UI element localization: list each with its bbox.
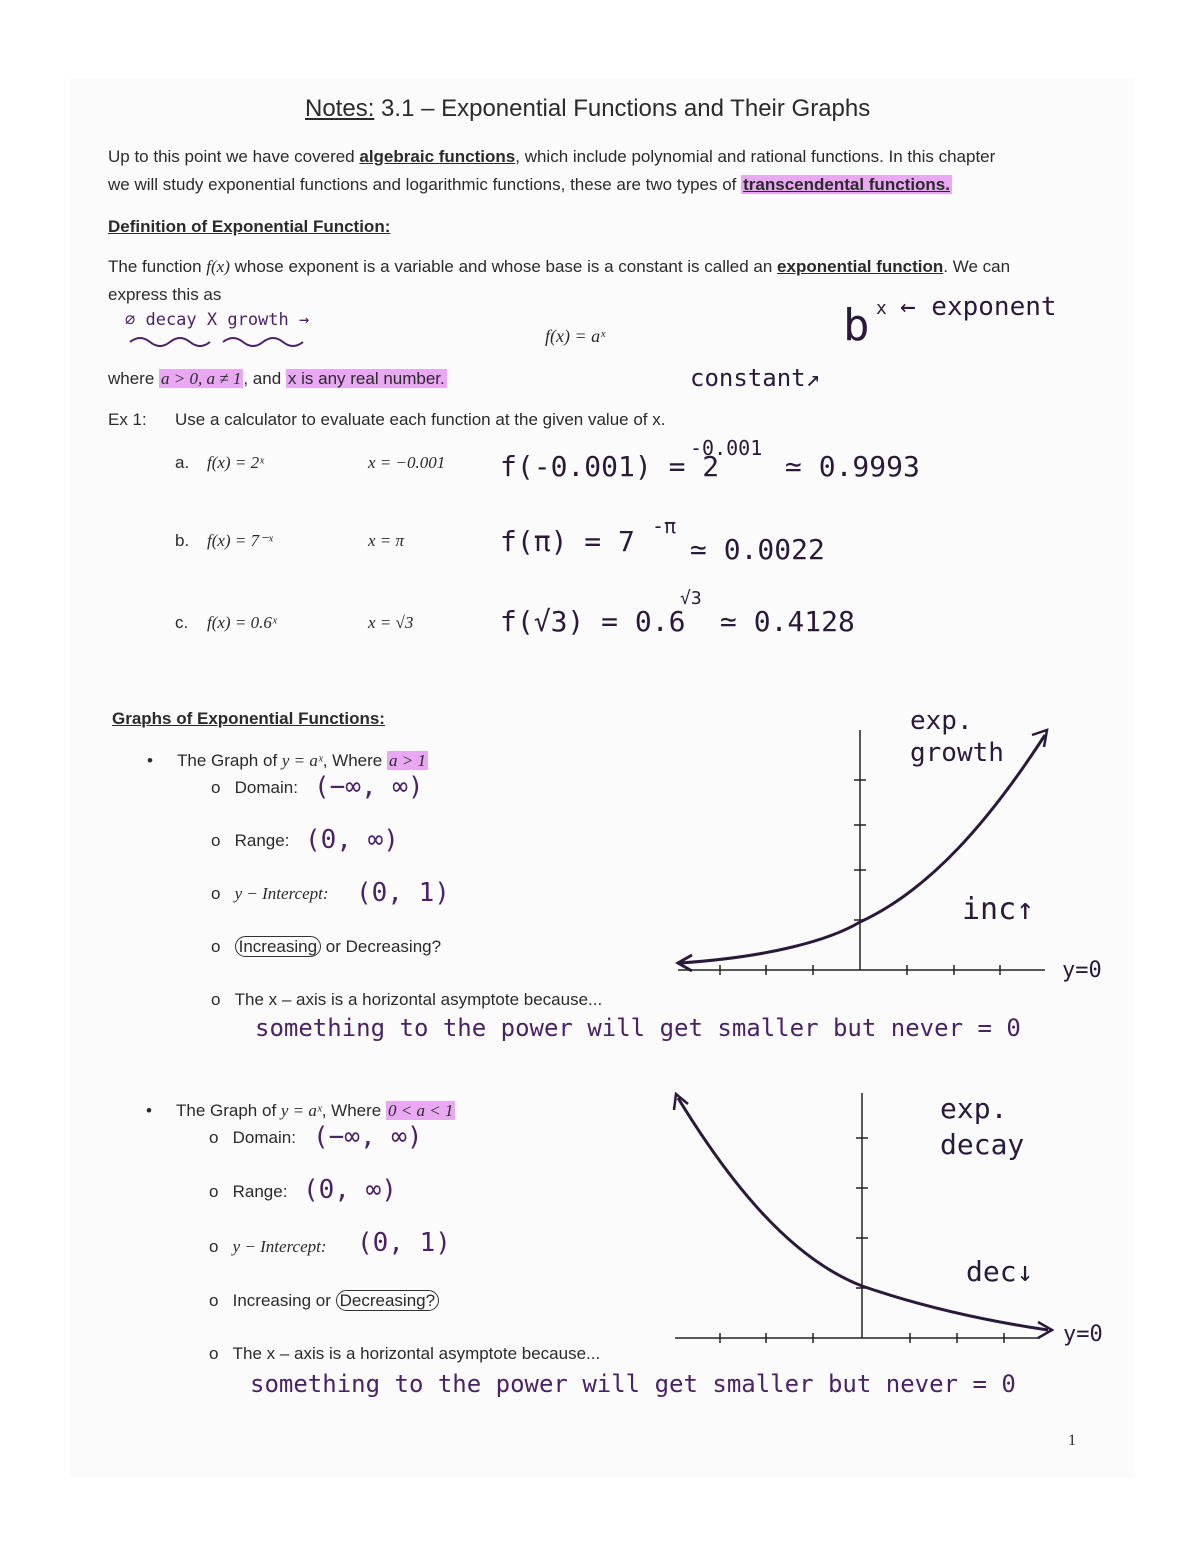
s1-graph-label-inc: inc↑: [962, 892, 1035, 927]
s2-incdec: o Increasing or Decreasing?: [209, 1290, 439, 1312]
exponential-function-term: exponential function: [777, 257, 944, 276]
item-function: f(x) = 0.6ˣ: [207, 613, 277, 632]
intro-line-2: [108, 174, 952, 196]
def-fx: f(x): [206, 257, 230, 276]
asym-text: The x – axis is a horizontal asymptote because...: [232, 1344, 601, 1363]
s2-range-answer: (0, ∞): [303, 1175, 397, 1205]
page-number: 1: [1068, 1432, 1076, 1449]
intro-text: we will study exponential functions and logarithmic functions, these are two types of: [108, 175, 742, 194]
s2-graph-label-dec: dec↓: [966, 1255, 1034, 1288]
bullet-condition: 0 < a < 1: [387, 1101, 454, 1120]
exponential-formula: f(x) = aˣ: [545, 326, 606, 346]
hand-constant-label: constant↗: [690, 364, 821, 392]
s2-domain: o Domain:: [209, 1128, 296, 1147]
s1-domain-answer: (−∞, ∞): [314, 772, 424, 802]
s2-asymptote: o The x – axis is a horizontal asymptote because...: [209, 1344, 601, 1363]
example-instruction: Use a calculator to evaluate each function at the given value of x.: [175, 410, 666, 429]
item-answer: ≃ 0.0022: [690, 533, 825, 566]
item-answer: ≃ 0.9993: [785, 450, 920, 483]
increasing-circled: Increasing: [235, 936, 321, 957]
s2-range: o Range:: [209, 1182, 288, 1201]
s2-graph-label-exp: exp.: [940, 1092, 1008, 1125]
graphs-heading: Graphs of Exponential Functions:: [112, 709, 385, 728]
where-text: , and: [243, 369, 286, 388]
s1-graph-label-growth: growth: [910, 738, 1004, 768]
s1-range: o Range:: [211, 831, 290, 850]
section1-bullet: [177, 750, 428, 772]
item-x-value: x = π: [368, 531, 405, 550]
item-work-exponent: -0.001: [690, 436, 763, 460]
bullet-eq: y = aˣ: [280, 1101, 322, 1120]
hand-base-b: b: [843, 300, 870, 351]
item-x-value: x = √3: [368, 613, 414, 632]
decreasing-circled: Decreasing?: [336, 1290, 439, 1311]
definition-heading: Definition of Exponential Function:: [108, 217, 391, 236]
intro-line-1: [108, 146, 995, 168]
bullet-text: , Where: [322, 751, 387, 770]
definition-line-1: [108, 256, 1010, 278]
def-text: The function: [108, 257, 207, 276]
s1-incdec: o Increasing or Decreasing?: [211, 937, 442, 956]
where-text: where: [108, 369, 160, 388]
decay-growth-note: ∅ decay X growth →: [125, 310, 310, 330]
domain-label: Domain:: [232, 1128, 296, 1147]
definition-line-2: express this as: [108, 285, 222, 304]
item-function: f(x) = 7⁻ˣ: [207, 531, 273, 550]
s2-graph-label-y0: y=0: [1063, 1322, 1103, 1347]
s2-graph-label-decay: decay: [940, 1128, 1025, 1161]
s1-domain: o Domain:: [211, 778, 298, 797]
bullet-text: , Where: [321, 1101, 386, 1120]
item-work: f(π) = 7: [500, 525, 635, 558]
s2-yint: o y − Intercept:: [209, 1237, 327, 1256]
bullet-text: The Graph of: [177, 751, 282, 770]
s1-asymptote: o The x – axis is a horizontal asymptote because...: [211, 990, 603, 1009]
algebraic-functions-term: algebraic functions: [359, 147, 516, 166]
incdec-text: or Decreasing?: [321, 937, 442, 956]
growth-curve: [680, 735, 1045, 963]
s1-yint-answer: (0, 1): [356, 878, 450, 908]
title-prefix: Notes:: [305, 95, 375, 122]
section2-bullet: [176, 1100, 455, 1122]
def-text: whose exponent is a variable and whose base is a constant is called an: [229, 257, 778, 276]
item-letter: c.: [175, 613, 189, 632]
hand-exp-x: x: [876, 298, 887, 319]
yint-label: y − Intercept:: [232, 1237, 327, 1256]
s1-range-answer: (0, ∞): [305, 825, 399, 855]
item-letter: a.: [175, 453, 190, 472]
incdec-text: Increasing or: [232, 1291, 336, 1310]
def-text: . We can: [943, 257, 1011, 276]
bullet-text: The Graph of: [176, 1101, 281, 1120]
s1-yint: o y − Intercept:: [211, 884, 329, 903]
s1-graph-label-y0: y=0: [1062, 958, 1102, 983]
intro-text: Up to this point we have covered: [108, 147, 360, 166]
example-label: Ex 1:: [108, 410, 147, 429]
range-label: Range:: [232, 1182, 288, 1201]
item-work-exponent: -π: [652, 514, 677, 538]
bullet-eq: y = aˣ: [281, 751, 323, 770]
s2-yint-answer: (0, 1): [357, 1228, 451, 1258]
item-x-value: x = −0.001: [368, 453, 446, 472]
page-title: [305, 95, 870, 123]
definition-conditions: [108, 368, 447, 390]
bullet-condition: a > 1: [388, 751, 426, 770]
title-text: 3.1 – Exponential Functions and Their Graphs: [381, 95, 871, 122]
note-squiggle: [128, 334, 318, 350]
asym-text: The x – axis is a horizontal asymptote because...: [234, 990, 603, 1009]
range-label: Range:: [234, 831, 290, 850]
item-answer: ≃ 0.4128: [720, 605, 855, 638]
item-function: f(x) = 2ˣ: [207, 453, 264, 472]
item-letter: b.: [175, 531, 190, 550]
hand-exponent-label: ← exponent: [900, 292, 1057, 322]
s1-asym-answer: something to the power will get smaller but never = 0: [255, 1014, 1021, 1042]
s2-asym-answer: something to the power will get smaller but never = 0: [250, 1370, 1016, 1398]
transcendental-functions-term: transcendental functions.: [743, 175, 950, 194]
item-work-exponent: √3: [680, 588, 702, 609]
domain-label: Domain:: [234, 778, 298, 797]
growth-graph: [670, 725, 1070, 995]
item-work: f(√3) = 0.6: [500, 605, 686, 638]
s2-domain-answer: (−∞, ∞): [313, 1122, 423, 1152]
condition-a: a > 0, a ≠ 1: [161, 369, 242, 388]
s1-graph-label-exp: exp.: [910, 706, 973, 736]
yint-label: y − Intercept:: [234, 884, 329, 903]
condition-x: x is any real number.: [287, 369, 445, 388]
intro-text: , which include polynomial and rational functions. In this chapter: [515, 147, 996, 166]
item-work: f(-0.001) = 2: [500, 450, 720, 483]
